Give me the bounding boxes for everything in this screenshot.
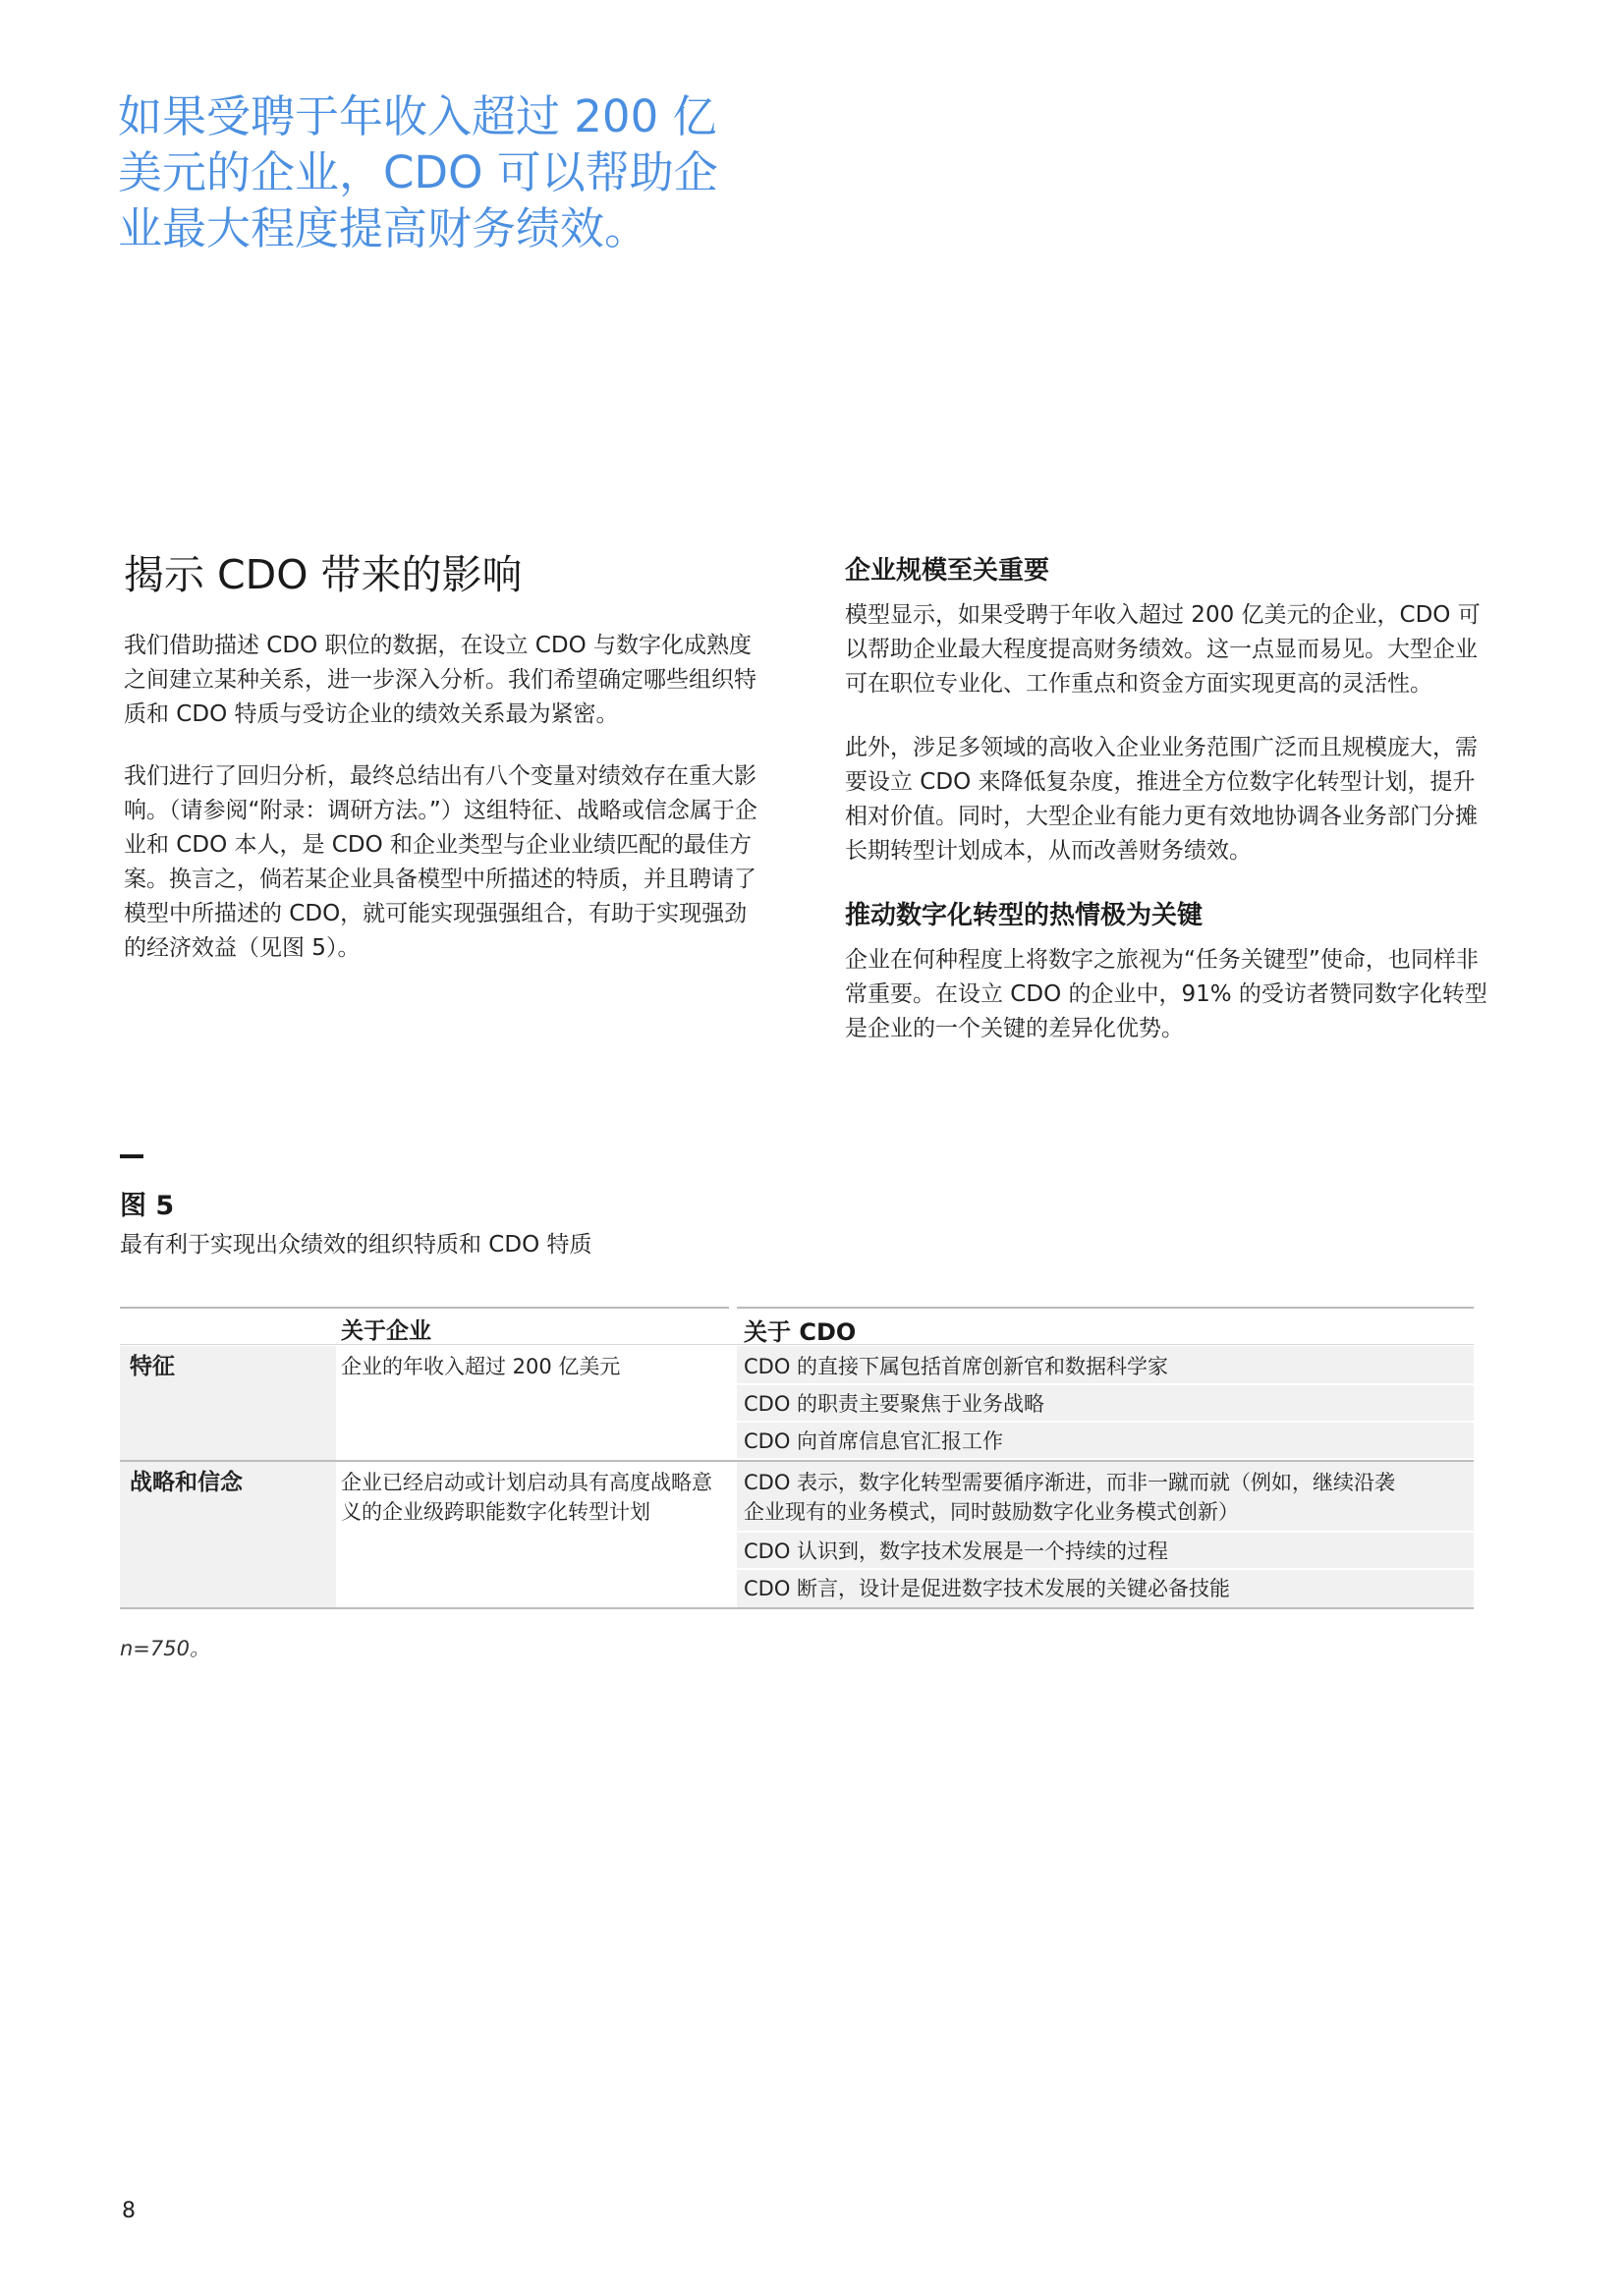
- table-bottom-rule: [120, 1607, 1474, 1609]
- header-rule: [737, 1307, 1474, 1309]
- header-company: 关于企业: [341, 1317, 431, 1344]
- cdo-trait: CDO 的职责主要聚焦于业务战略: [744, 1392, 1045, 1416]
- subheading-company-size: 企业规模至关重要: [845, 556, 1050, 586]
- right-column: [845, 553, 1493, 1076]
- page-number: 8: [122, 2199, 136, 2223]
- section-title: 揭示 CDO 带来的影响: [124, 551, 523, 598]
- left-paragraph-2: 我们进行了回归分析，最终总结出有八个变量对绩效存在重大影响。（请参阅“附录：调研方法。”）这组特征、战略或信念属于企业和 CDO 本人，是 CDO 和企业类型与企业业绩匹配的最佳方案。换言之，倘若某企业具备模型中所描述的特质，并且聘请了模型中所描述的 CDO，就可能实现强强组合，有助于实现强劲的经济效益（见图 5）。: [124, 763, 757, 961]
- right-paragraph-1: 模型显示，如果受聘于年收入超过 200 亿美元的企业，CDO 可以帮助企业最大程度提高财务绩效。这一点显而易见。大型企业可在职位专业化、工作重点和资金方面实现更高的灵活性。: [845, 602, 1481, 697]
- cdo-belief: CDO 认识到，数字技术发展是一个持续的过程: [744, 1539, 1169, 1563]
- figure-caption: 最有利于实现出众绩效的组织特质和 CDO 特质: [120, 1232, 592, 1258]
- company-strategy: 企业已经启动或计划启动具有高度战略意义的企业级跨职能数字化转型计划: [341, 1471, 712, 1524]
- row-label-strategy: 战略和信念: [130, 1469, 243, 1495]
- left-column: [124, 548, 762, 993]
- figure-dash: [120, 1154, 143, 1158]
- right-paragraph-2: 此外，涉足多领域的高收入企业业务范围广泛而且规模庞大，需要设立 CDO 来降低复杂度，推进全方位数字化转型计划，提升相对价值。同时，大型企业有能力更有效地协调各业务部门分摊长期转型计划成本，从而改善财务绩效。: [845, 735, 1478, 864]
- cdo-trait: CDO 的直接下属包括首席创新官和数据科学家: [744, 1355, 1169, 1378]
- subheading-passion: 推动数字化转型的热情极为关键: [845, 901, 1204, 930]
- figure-table: [120, 1307, 1474, 1611]
- pull-quote: 如果受聘于年收入超过 200 亿美元的企业，CDO 可以帮助企业最大程度提高财务绩效。: [118, 90, 718, 254]
- figure-label: 图 5: [120, 1191, 175, 1221]
- company-trait: 企业的年收入超过 200 亿美元: [341, 1355, 621, 1378]
- left-paragraph-1: 我们借助描述 CDO 职位的数据，在设立 CDO 与数字化成熟度之间建立某种关系，进一步深入分析。我们希望确定哪些组织特质和 CDO 特质与受访企业的绩效关系最为紧密。: [124, 633, 756, 727]
- row-label-traits: 特征: [130, 1353, 175, 1379]
- row-divider: [120, 1460, 1474, 1462]
- cdo-trait: CDO 向首席信息官汇报工作: [744, 1429, 1004, 1453]
- cdo-belief: CDO 表示，数字化转型需要循序渐进，而非一蹴而就（例如，继续沿袭企业现有的业务模式，同时鼓励数字化业务模式创新）: [744, 1471, 1396, 1524]
- cdo-belief: CDO 断言，设计是促进数字技术发展的关键必备技能: [744, 1577, 1231, 1600]
- right-paragraph-3: 企业在何种程度上将数字之旅视为“任务关键型”使命，也同样非常重要。在设立 CDO 的企业中，91% 的受访者赞同数字化转型是企业的一个关键的差异化优势。: [845, 947, 1487, 1041]
- header-cdo: 关于 CDO: [744, 1318, 857, 1346]
- footnote: n=750。: [120, 1637, 210, 1660]
- header-rule: [120, 1307, 729, 1309]
